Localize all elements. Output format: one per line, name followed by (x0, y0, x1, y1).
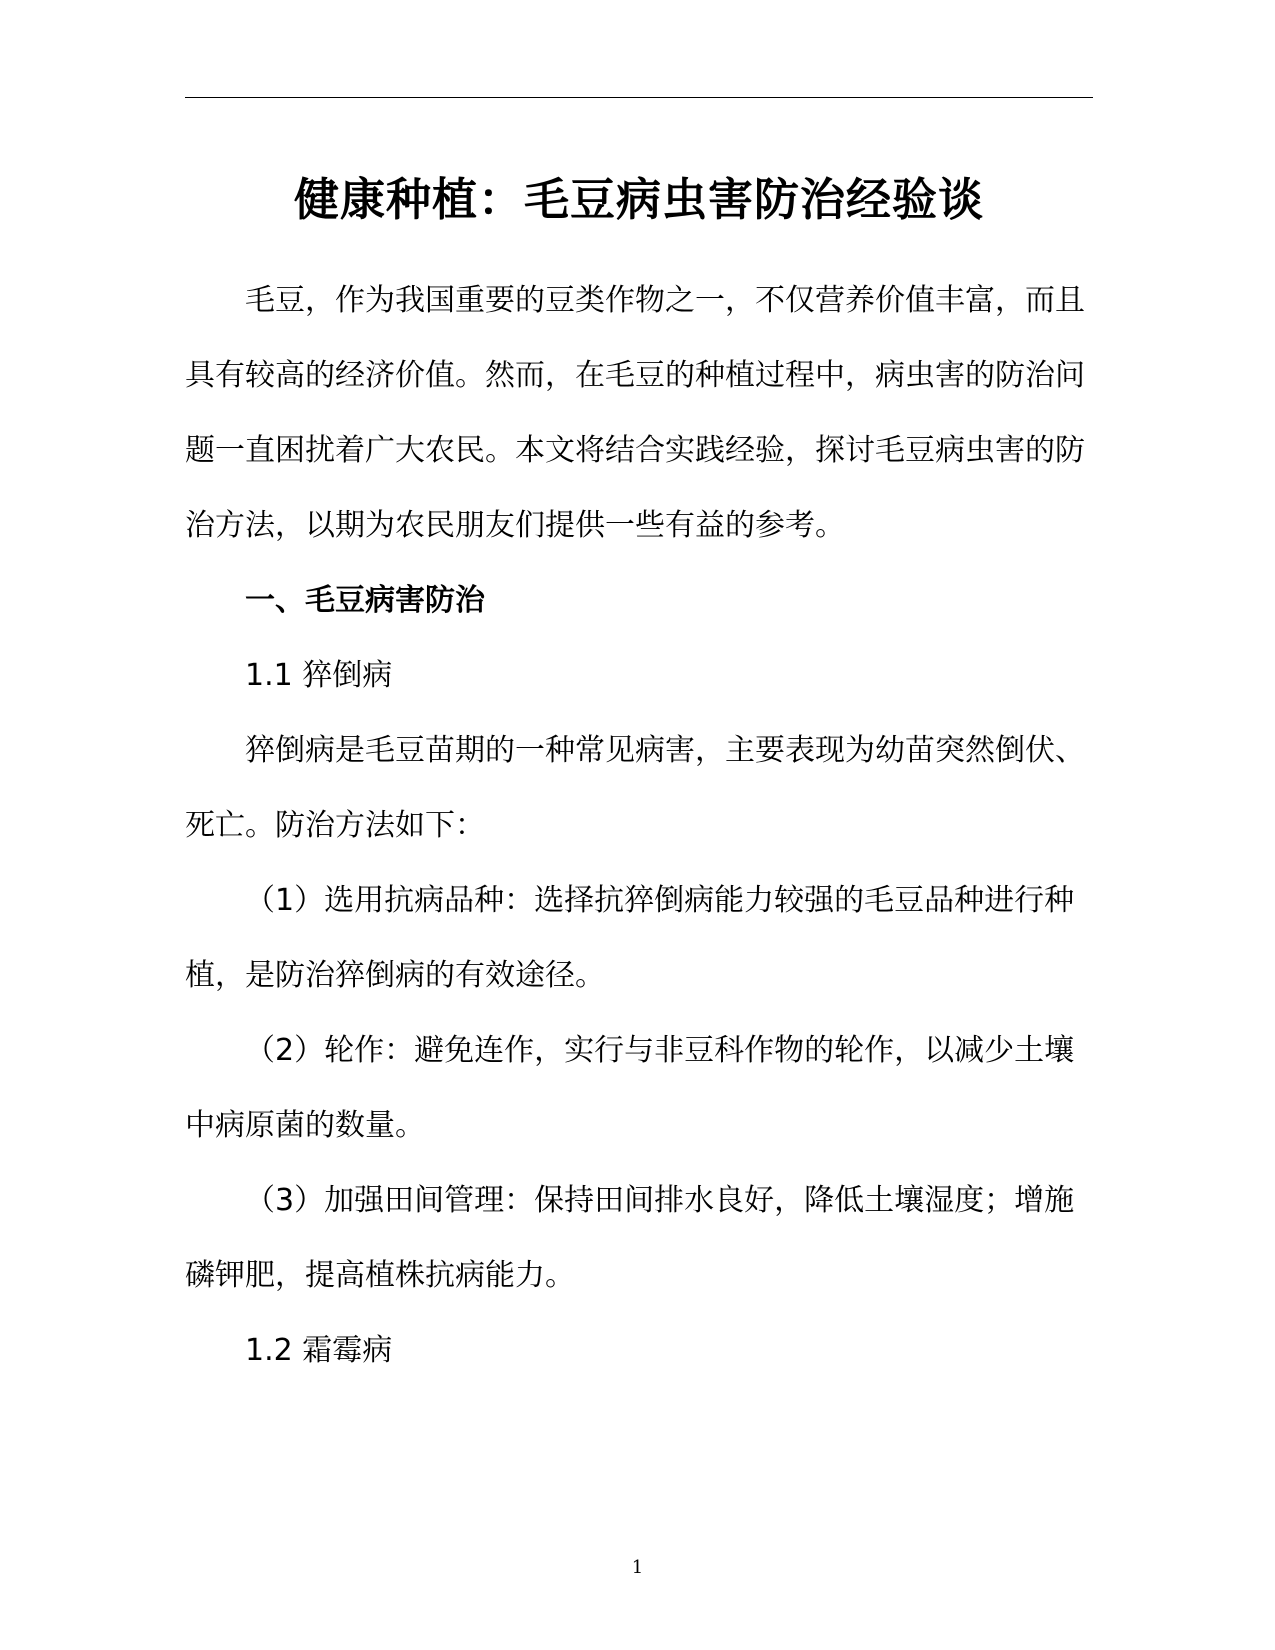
page-number: 1 (631, 1557, 644, 1578)
method-crop-rotation: （2）轮作：避免连作，实行与非豆科作物的轮作，以减少土壤中病原菌的数量。 (185, 1033, 1075, 1143)
document-body (185, 263, 1093, 1388)
subsection-heading-damping-off: 1.1 猝倒病 (245, 658, 393, 693)
damping-off-description: 猝倒病是毛豆苗期的一种常见病害，主要表现为幼苗突然倒伏、死亡。防治方法如下： (185, 733, 1085, 843)
method-resistant-varieties: （1）选用抗病品种：选择抗猝倒病能力较强的毛豆品种进行种植，是防治猝倒病的有效途径。 (185, 883, 1075, 993)
document-title: 健康种植：毛豆病虫害防治经验谈 (293, 173, 984, 226)
method-field-management: （3）加强田间管理：保持田间排水良好，降低土壤湿度；增施磷钾肥，提高植株抗病能力。 (185, 1183, 1075, 1293)
subsection-heading-downy-mildew: 1.2 霜霉病 (245, 1333, 393, 1368)
intro-paragraph: 毛豆，作为我国重要的豆类作物之一，不仅营养价值丰富，而且具有较高的经济价值。然而，在毛豆的种植过程中，病虫害的防治问题一直困扰着广大农民。本文将结合实践经验，探讨毛豆病虫害的防治方法，以期为农民朋友们提供一些有益的参考。 (185, 283, 1085, 543)
section-heading-disease-control: 一、毛豆病害防治 (245, 583, 485, 618)
header-rule (185, 97, 1093, 98)
